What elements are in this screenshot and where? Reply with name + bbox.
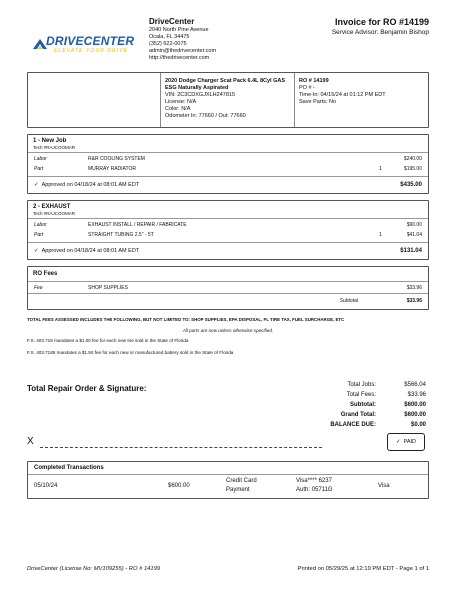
check-icon: ✓: [395, 439, 401, 445]
line-desc: R&R COOLING SYSTEM: [88, 156, 145, 162]
balance-due-label: BALANCE DUE:: [330, 422, 376, 428]
total-fees-value: $33.96: [407, 392, 426, 398]
vehicle-info: [165, 78, 293, 120]
line-price: $195.00: [403, 166, 422, 172]
paid-text: PAID: [403, 439, 417, 445]
line-price: $240.00: [403, 156, 422, 162]
line-desc: EXHAUST INSTALL / REPAIR / FABRICATE: [88, 222, 187, 228]
fees-subtotal: $33.96: [406, 298, 422, 304]
fee-type: Fee: [34, 285, 43, 291]
vehicle-license: License: N/A: [165, 99, 197, 105]
job-total: $131.04: [400, 248, 422, 254]
signature-title: Total Repair Order & Signature:: [27, 384, 147, 393]
ro-po: PO # -: [299, 85, 315, 91]
line-type: Part: [34, 166, 44, 172]
service-advisor: Service Advisor: Benjamin Bishop: [331, 29, 429, 36]
footer-right: Printed on 05/29/25 at 12:19 PM EDT - Page 1 of 1: [297, 566, 429, 572]
vehicle-line-1: 2020 Dodge Charger Scat Pack 6.4L 8Cyl GAS: [165, 78, 286, 84]
fs-tire-note: F.S. 403.718 mandates a $1.00 fee for each new tire sold in the State of Florida: [27, 338, 189, 343]
balance-due-value: $0.00: [410, 422, 426, 428]
approval-text: Approved on 04/18/24 at 08:01 AM EDT: [41, 248, 140, 254]
job-total: $435.00: [400, 182, 422, 188]
shop-email[interactable]: admin@thedrivecenter.com: [149, 48, 217, 54]
shop-address-1: 2040 North Pine Avenue: [149, 27, 209, 33]
vehicle-ro-box: [27, 72, 429, 128]
transaction-method-2: Payment: [226, 487, 250, 493]
total-jobs-value: $566.04: [404, 382, 426, 388]
ro-time-in: Time-In: 04/15/24 at 01:12 PM EDT: [299, 92, 386, 98]
logo-tagline: ELEVATE YOUR DRIVE: [54, 48, 129, 54]
ro-info: [299, 78, 427, 106]
signature-line[interactable]: [40, 447, 322, 448]
job-tech: Tech #RAJCOOMAR: [33, 145, 76, 150]
job-tech: Tech #RAJCOOMAR: [33, 211, 76, 216]
fees-title: RO Fees: [33, 271, 58, 277]
fs-battery-note: F.S. 403.7185 mandates a $1.50 fee for each new or manufactured battery sold in the State of Florida: [27, 350, 234, 355]
check-icon: ✓: [34, 248, 39, 254]
approval-text: Approved on 04/18/24 at 08:01 AM EDT: [41, 182, 140, 188]
job-title: 1 - New Job: [33, 138, 67, 144]
fee-price: $33.96: [406, 285, 422, 291]
transaction-auth: Auth: 05711G: [296, 487, 333, 493]
line-type: Labor: [34, 156, 47, 162]
subtotal-value: $600.00: [404, 402, 426, 408]
check-icon: ✓: [34, 182, 39, 188]
logo: [32, 34, 150, 58]
paid-stamp: [387, 433, 425, 451]
transaction-amount: $600.00: [168, 483, 190, 489]
job-title: 2 - EXHAUST: [33, 204, 71, 210]
vehicle-vin: VIN: 2C3CDXGJXLH247815: [165, 92, 236, 98]
total-jobs-label: Total Jobs:: [347, 382, 376, 388]
shop-phone: (352) 622-0075: [149, 41, 187, 47]
line-desc: STRAIGHT TUBING 2.5" - 5T: [88, 232, 154, 238]
fee-desc: SHOP SUPPLIES: [88, 285, 128, 291]
ro-number: RO # 14199: [299, 78, 329, 84]
total-fees-note: TOTAL FEES ASSESSED INCLUDES THE FOLLOWING, BUT NOT LIMITED TO: SHOP SUPPLIES, EPA DISPOSAL, FL TIRE TAX, FUEL SURCHARGE, ETC: [27, 317, 345, 322]
signature-x: X: [27, 436, 34, 447]
subtotal-label: Subtotal:: [350, 402, 376, 408]
shop-info: [149, 17, 279, 62]
shop-address-2: Ocala, FL 34475: [149, 34, 190, 40]
job-line: [28, 222, 428, 230]
invoice-title: Invoice for RO #14199: [334, 17, 429, 27]
transactions-title: Completed Transactions: [34, 465, 104, 471]
job-approval: [34, 248, 139, 255]
line-qty: 1: [379, 232, 382, 238]
transaction-card: Visa**** 6237: [296, 478, 332, 484]
job-approval: [34, 182, 139, 189]
fees-card: [27, 266, 429, 310]
line-type: Labor: [34, 222, 47, 228]
line-type: Part: [34, 232, 44, 238]
line-desc: MURRAY RADIATOR: [88, 166, 136, 172]
vehicle-odometer: Odometer In: 77660 / Out: 77660: [165, 113, 246, 119]
job-line: [28, 232, 428, 240]
grand-total-label: Grand Total:: [340, 412, 376, 418]
grand-total-value: $600.00: [404, 412, 426, 418]
line-qty: 1: [379, 166, 382, 172]
transactions-card: [27, 461, 429, 499]
job-card-1: [27, 134, 429, 194]
total-fees-label: Total Fees:: [346, 392, 376, 398]
ro-save-parts: Save Parts: No: [299, 99, 336, 105]
line-price: $41.04: [406, 232, 422, 238]
vehicle-color: Color: N/A: [165, 106, 191, 112]
transaction-brand: Visa: [378, 483, 390, 489]
job-line: [28, 166, 428, 174]
fees-subtotal-label: Subtotal: [339, 298, 358, 304]
parts-new-note: All parts are new unless otherwise specified.: [182, 328, 274, 333]
line-price: $90.00: [406, 222, 422, 228]
shop-name: DriveCenter: [149, 17, 195, 26]
job-line: [28, 156, 428, 164]
shop-website[interactable]: http://thedrivecenter.com: [149, 55, 210, 61]
transaction-method: Credit Card: [226, 478, 257, 484]
vehicle-line-2: ESG Naturally Aspirated: [165, 85, 229, 91]
footer-left: DriveCenter (License No: MV109255) - RO # 14199: [27, 566, 161, 572]
job-card-2: [27, 200, 429, 260]
transaction-date: 05/10/24: [34, 483, 58, 489]
logo-wordmark: DRIVECENTER: [46, 34, 135, 48]
